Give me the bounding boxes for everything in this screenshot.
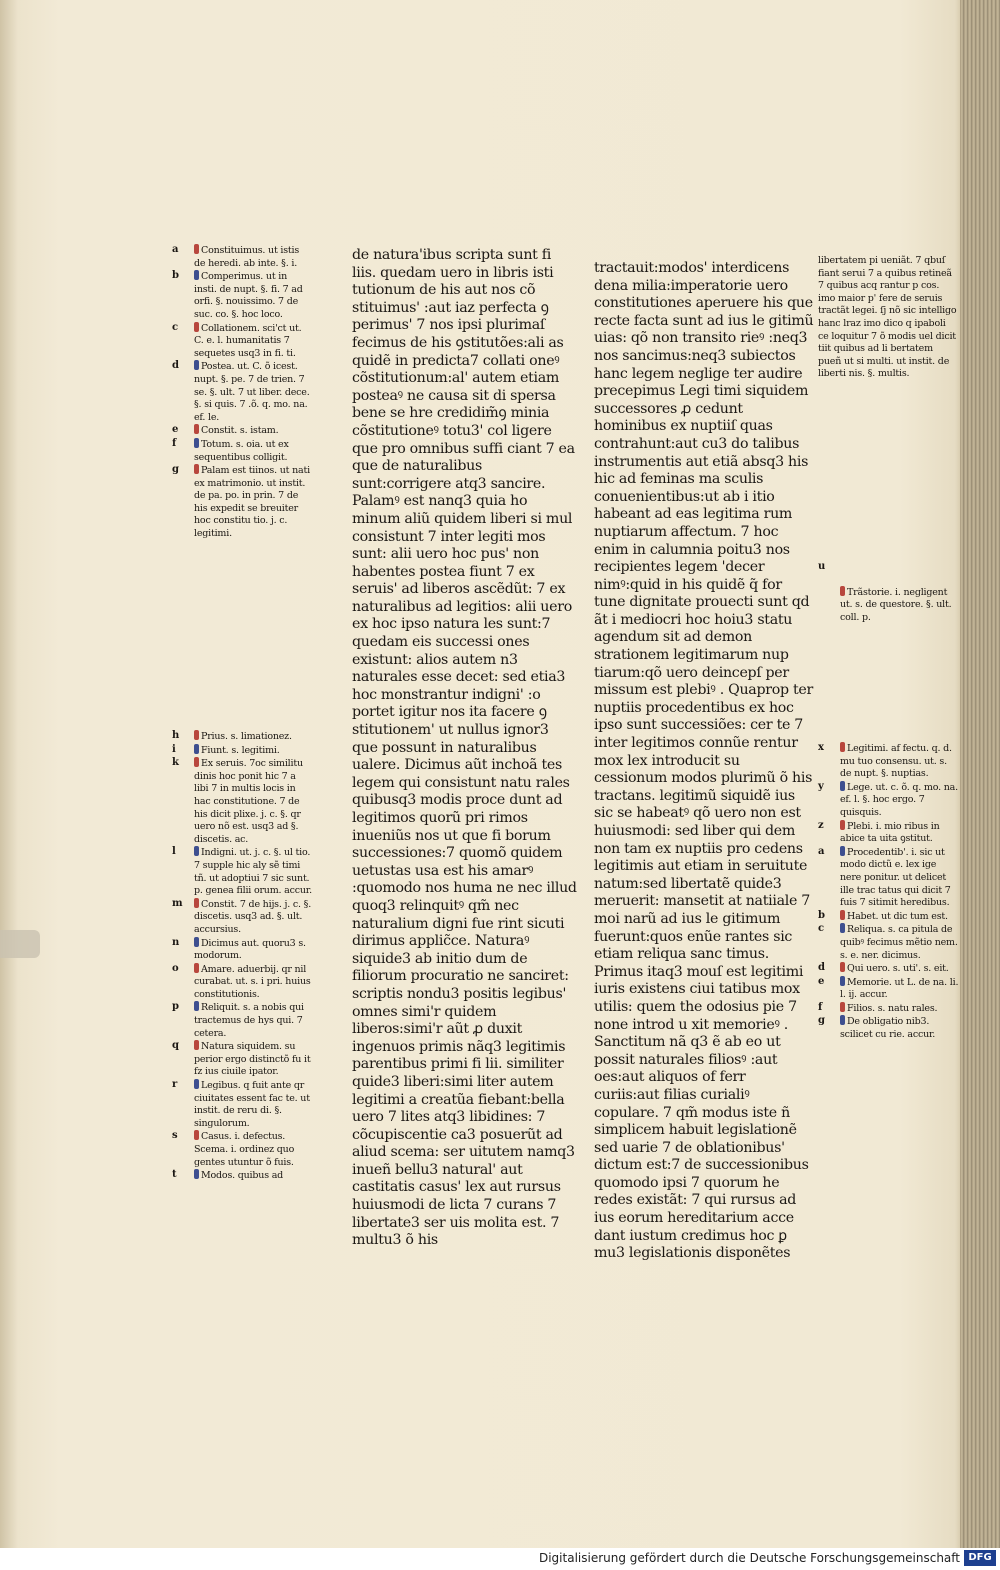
rubric-mark: [194, 322, 199, 332]
rubric-mark: [194, 730, 199, 740]
gloss-text: Lege. ut. c. õ. q. mo. na. ef. l. §. hoc ergo. 7 quisquis.: [840, 781, 958, 818]
page-edge: [960, 0, 1000, 1548]
gloss-text: Prius. s. limationez.: [201, 731, 292, 742]
rubric-mark: [194, 464, 199, 474]
gloss-text: Procedentib'. i. sic ut modo dictũ e. lex ige nere ponitur. ut delicet ille trac tatus qui dicit 7 fuis 7 sitimit heredibus.: [840, 846, 951, 909]
gloss-text: Constituimus. ut istis de heredi. ab inte. §. i.: [194, 245, 300, 269]
gloss-text: Casus. i. defectus. Scema. i. ordinez quo gentes utuntur õ fuis.: [194, 1131, 295, 1168]
gloss-text: Memorie. ut L. de na. li. l. ij. accur.: [840, 976, 959, 1001]
rubric-mark: [194, 757, 199, 767]
right-gloss-top: libertatem pi ueniãt. 7 qbuſ fiant serui 7 a quibus retineã 7 quibus acq rantur p cos. imo maior p' fere de seruis tractãt legei. ſj nõ sic intelligo hanc lraz imo dico q ipaboli ce loquitur 7 õ modis uel dicit tiit quibus ad li bertatem pueñ ut si multi. ut instit. de liberti nis. §. multis.: [818, 255, 957, 380]
gloss-letter: a: [818, 845, 825, 857]
gloss-text: Totum. s. oia. ut ex sequentibus colligit.: [194, 438, 289, 463]
gloss-letter: g: [818, 1015, 825, 1027]
gloss-text: Comperimus. ut in insti. de nupt. §. fi. 7 ad orfi. §. nouissimo. 7 de suc. co. §. hoc loco.: [194, 271, 303, 320]
right-gloss-bottom: [818, 742, 960, 1042]
gloss-text: Palam est tiinos. ut nati ex matrimonio. ut instit. de pa. po. in prin. 7 de his expedit se breuiter hoc constitu tio. j. c. legitimi.: [194, 465, 310, 540]
rubric-mark: [194, 244, 199, 254]
gloss-text: Fiunt. s. legitimi.: [201, 744, 280, 756]
gloss-letter: q: [172, 1040, 179, 1052]
gloss-letter: a: [172, 244, 179, 255]
rubric-mark: [194, 1130, 199, 1140]
gloss-text: Postea. ut. C. õ icest. nupt. §. pe. 7 de trien. 7 se. §. ult. 7 ut liber. dece. §. si quis. 7 .õ. q. mo. na. ef. le.: [194, 361, 310, 423]
book-strap: [0, 930, 40, 958]
dfg-logo: DFG: [964, 1550, 996, 1566]
gloss-entry: [172, 1169, 312, 1183]
left-gloss-top: [172, 244, 312, 541]
rubric-mark: [194, 1001, 199, 1011]
gloss-entry: [818, 561, 960, 625]
rubric-mark: [194, 744, 199, 754]
gloss-text: Amare. aduerbij. qr nil curabat. ut. s. i pri. huius constitutionis.: [194, 963, 311, 1000]
rubric-mark: [194, 424, 199, 434]
right-gloss-u: [818, 548, 960, 637]
rubric-mark: [840, 910, 845, 920]
gloss-letter: s: [172, 1130, 178, 1142]
gloss-entry: [818, 1002, 960, 1016]
gloss-text: Modos. quibus ad: [201, 1170, 284, 1182]
gloss-entry: [818, 781, 960, 820]
gloss-letter: d: [818, 962, 825, 974]
gloss-entry: [818, 976, 960, 1002]
gloss-letter: p: [172, 1001, 179, 1013]
gloss-text: Trãstorie. i. negligent ut. s. de questore. §. ult. coll. p.: [840, 586, 952, 623]
gloss-entry: [172, 244, 312, 270]
gloss-text: Habet. ut dic tum est.: [847, 910, 948, 922]
rubric-mark: [194, 1040, 199, 1050]
gloss-letter: b: [172, 270, 179, 282]
gloss-text: Legitimi. af fectu. q. d. mu tuo consensu. ut. s. de nupt. §. nuptias.: [840, 743, 952, 780]
gloss-entry: [172, 1040, 312, 1079]
gloss-letter: d: [172, 360, 179, 372]
gloss-letter: y: [818, 780, 824, 792]
gloss-text: Qui uero. s. uti'. s. eit.: [847, 963, 949, 975]
rubric-mark: [194, 360, 199, 370]
gloss-text: Plebi. i. mio ribus in abice ta uita ꝯstitut.: [840, 820, 940, 845]
gloss-entry: [172, 744, 312, 758]
gloss-letter: m: [172, 897, 183, 909]
gloss-entry: [172, 360, 312, 424]
gloss-entry: [172, 937, 312, 963]
left-gloss-bottom: [172, 730, 312, 1183]
rubric-mark: [840, 923, 845, 933]
gloss-text: Reliquit. s. a nobis qui tractemus de hys qui. 7 cetera.: [194, 1002, 304, 1039]
gloss-letter: u: [818, 560, 826, 572]
rubric-mark: [194, 438, 199, 448]
gloss-entry: [818, 846, 960, 910]
gloss-entry: [172, 1130, 312, 1169]
gloss-letter: c: [818, 923, 824, 935]
gloss-text: Filios. s. natu rales.: [847, 1002, 938, 1014]
gloss-letter: f: [172, 437, 177, 449]
gloss-text: Legibus. q fuit ante qr ciuitates essent fac te. ut instit. de reru di. §. singulorum.: [194, 1080, 310, 1129]
gloss-letter: e: [818, 975, 825, 987]
gloss-entry: [172, 424, 312, 438]
rubric-mark: [840, 976, 845, 986]
gloss-letter: n: [172, 936, 180, 948]
gloss-entry: [172, 464, 312, 541]
gloss-letter: e: [172, 424, 179, 436]
gloss-text: Dicimus aut. quoru3 s. modorum.: [194, 937, 306, 962]
gloss-letter: x: [818, 742, 824, 753]
gloss-letter: z: [818, 819, 824, 831]
gloss-entry: [818, 962, 960, 976]
gloss-letter: r: [172, 1079, 178, 1091]
gloss-letter: b: [818, 909, 825, 921]
gloss-entry: [172, 1079, 312, 1130]
rubric-mark: [194, 1169, 199, 1179]
rubric-mark: [194, 846, 199, 856]
rubric-mark: [840, 962, 845, 972]
gloss-letter: g: [172, 464, 179, 476]
gloss-text: Reliqua. s. ca pitula de quibꝰ fecimus mẽtio nem. s. e. ner. dicimus.: [840, 924, 958, 961]
gloss-entry: [172, 1001, 312, 1040]
rubric-mark: [194, 270, 199, 280]
gloss-letter: o: [172, 962, 179, 974]
gloss-letter: i: [172, 743, 176, 755]
gloss-entry: [818, 910, 960, 924]
gloss-entry: [172, 898, 312, 937]
gloss-entry: [172, 322, 312, 361]
gloss-letter: k: [172, 757, 179, 769]
gloss-entry: [172, 438, 312, 464]
main-column-a: de natura'ibus scripta sunt fi liis. quedam uero in libris isti tutionum de his aut nos cõ stituimus' :aut iaz perfecta ꝯ perimus' 7 nos ipsi plurimaſ fecimus de his ꝯstitutões:ali as quidẽ in predicta7 collati oneꝰ cõstitutionum:al' autem etiam posteaꝰ ne causa sit di spersa bene se hre credidim̃ꝯ minia cõstitutioneꝰ totu3' col ligere que pro omnibus suffi ciant 7 ea que de naturalibus sunt:corrigere atq3 sancire. Palamꝰ est nanq3 quia ho minum aliũ quidem liberi si mul consistunt 7 inter legiti mos sunt: alii uero hoc pus' non habentes postea fiunt 7 ex seruis' ad liberos ascẽdũt: 7 ex naturalibus ad legitios: alii uero ex hoc ipso natura les sunt:7 quedam eis successi ones existunt: alios autem n3 naturales esse decet: sed etia3 hoc monstrantur indigni' :o portet igitur nos ita facere ꝯ stitutionem' ut nullus ignor3 que possunt in naturalibus ualere. Dicimus aũt inchoã tes legem qui consistunt natu rales quibusq3 modis proce dunt ad legitimos quorũ pri rimos inueniũs nos ut que fi borum successiones:7 quomõ quidem uetustas usa est his amarꝰ :quomodo nos huma ne nec illud quoq3 relinquitꝰ qm̃ nec naturalium digni fue rint sicuti dirimus applic̃ce. Naturaꝰ siquide3 ab initio dum de filiorum procuratio ne sanciret: scriptis nondu3 positis legibus' omnes simi'r quidem liberos:simi'r aũt ꝓ duxit ingenuos primis nãq3 legitimis parentibus primi fi lii. similiter quide3 liberi:simi liter autem legitimi a creatũa fiebant:bella uero 7 lites atq3 libidines: 7 cõcupiscentie ca3 posuerũt ad aliud scema: ser uitutem namq3 inueñ bellu3 natural' aut castitatis casus' lex aut rursus huiusmodi de licta 7 curans 7 libertate3 ser uis molita est. 7 multu3 õ his: [352, 247, 577, 1249]
main-column-b: tractauit:modos' interdicens dena milia:imperatorie uero constitutiones aperuere his que recte facta sunt ad ius le gitimũ uias: qõ non transito rieꝰ :neq3 nos sancimus:neq3 subiectos hanc legem neglige ter audire precepimus Legi timi siquidem successores ꝓ cedunt hominibus ex nuptiiſ quas contrahunt:aut cu3 do talibus instrumentis aut etiã absq3 his hic ad feminas ma sculis conuenientibus:ut ab i itio habeant ad eas legitima rum nuptiarum affectum. 7 hoc enim in calumnia poitu3 nos recipientes legem 'decer nimꝰ:quid in his quidẽ q̃ for tune dignitate prouecti sunt qd ãt i mediocri hoc hoiu3 statu agendum sit ad demon strationem legitimarum nup tiarum:qõ uero deincepſ per missum est plebiꝰ . Quaprop ter nuptiis procedentibus ex hoc ipso sunt successiões: cer te 7 inter legitimos connũe rentur mox lex introducit su cessionum modos plurimũ õ his tractans. legitimũ siquidẽ ius sic se habeatꝰ qõ uero non est huiusmodi: sed liber qui dem non tam ex nuptiis pro cedens legitimis aut etiam in seruitute natum:sed libertatẽ quide3 meruerit: mansetit at natiiale 7 moi narũ ad ius le gitimum fuerunt:quos enũe rantes sic etiam reliqua sanc timus. Primus itaq3 mouſ est legitimi iuris existens ciui tatibus mox utilis: quem the odosius pie 7 none introd u xit memorieꝰ . Sanctitum nã q3 ẽ ab eo ut possit naturales filiosꝰ :aut oes:aut aliquos of ferr curiis:aut filias curialiꝰ copulare. 7 qm̃ modus iste ñ simplicem habuit legislationẽ sed uarie 7 de oblationibus' dictum est:7 de successionibus quomodo ipsi 7 quorum he redes existãt: 7 qui rursus ad ius eorum hereditarium acce dant iustum credimus hoc ꝑ mu3 legislationis disponẽtes: [594, 260, 814, 1262]
gloss-entry: [172, 730, 312, 744]
gloss-entry: [818, 1015, 960, 1041]
rubric-mark: [840, 781, 845, 791]
gloss-text: Collationem. sci'ct ut. C. e. l. humanitatis 7 sequetes usq3 in fi. ti.: [194, 322, 302, 359]
rubric-mark: [194, 963, 199, 973]
gloss-text: Natura siquidem. su perior ergo distinctõ fu it fz ius ciuile ipator.: [194, 1041, 311, 1078]
gloss-text: De obligatio nib3. scilicet cu rie. accur.: [840, 1016, 936, 1041]
footer-bar: [0, 1548, 1000, 1570]
gloss-entry: [172, 270, 312, 321]
rubric-mark: [840, 820, 845, 830]
gloss-letter: c: [172, 321, 178, 333]
funding-credit: Digitalisierung gefördert durch die Deutsche Forschungsgemeinschaft: [538, 1551, 960, 1565]
rubric-mark: [840, 586, 845, 596]
rubric-mark: [194, 1079, 199, 1089]
gloss-letter: f: [818, 1001, 823, 1013]
rubric-mark: [194, 937, 199, 947]
gloss-text: Ex seruis. 7oc similitu dinis hoc ponit hic 7 a libi 7 in multis locis in hac constitutione. 7 de his dicit plixe. j. c. §. qr uero nõ est. usq3 ad §. discetis. ac.: [194, 758, 303, 845]
gloss-entry: [172, 757, 312, 846]
gloss-entry: [818, 923, 960, 962]
gloss-letter: h: [172, 730, 180, 741]
gloss-text: Constit. 7 de hijs. j. c. §. discetis. usq3 ad. §. ult. accursius.: [194, 898, 312, 935]
gloss-text: Constit. s. istam.: [201, 425, 279, 437]
gloss-entry: [172, 846, 312, 897]
gloss-letter: l: [172, 846, 176, 858]
gloss-letter: t: [172, 1169, 177, 1181]
gloss-text: Indigni. ut. j. c. §. ul tio. 7 supple hic aly sẽ timi tñ. ut adoptiui 7 sic sunt. p. genea filii orum. accur.: [194, 847, 312, 897]
rubric-mark: [840, 846, 845, 856]
gloss-entry: [172, 963, 312, 1002]
rubric-mark: [194, 898, 199, 908]
gloss-entry: [818, 820, 960, 846]
gloss-entry: [818, 742, 960, 781]
rubric-mark: [840, 742, 845, 752]
rubric-mark: [840, 1015, 845, 1025]
rubric-mark: [840, 1002, 845, 1012]
